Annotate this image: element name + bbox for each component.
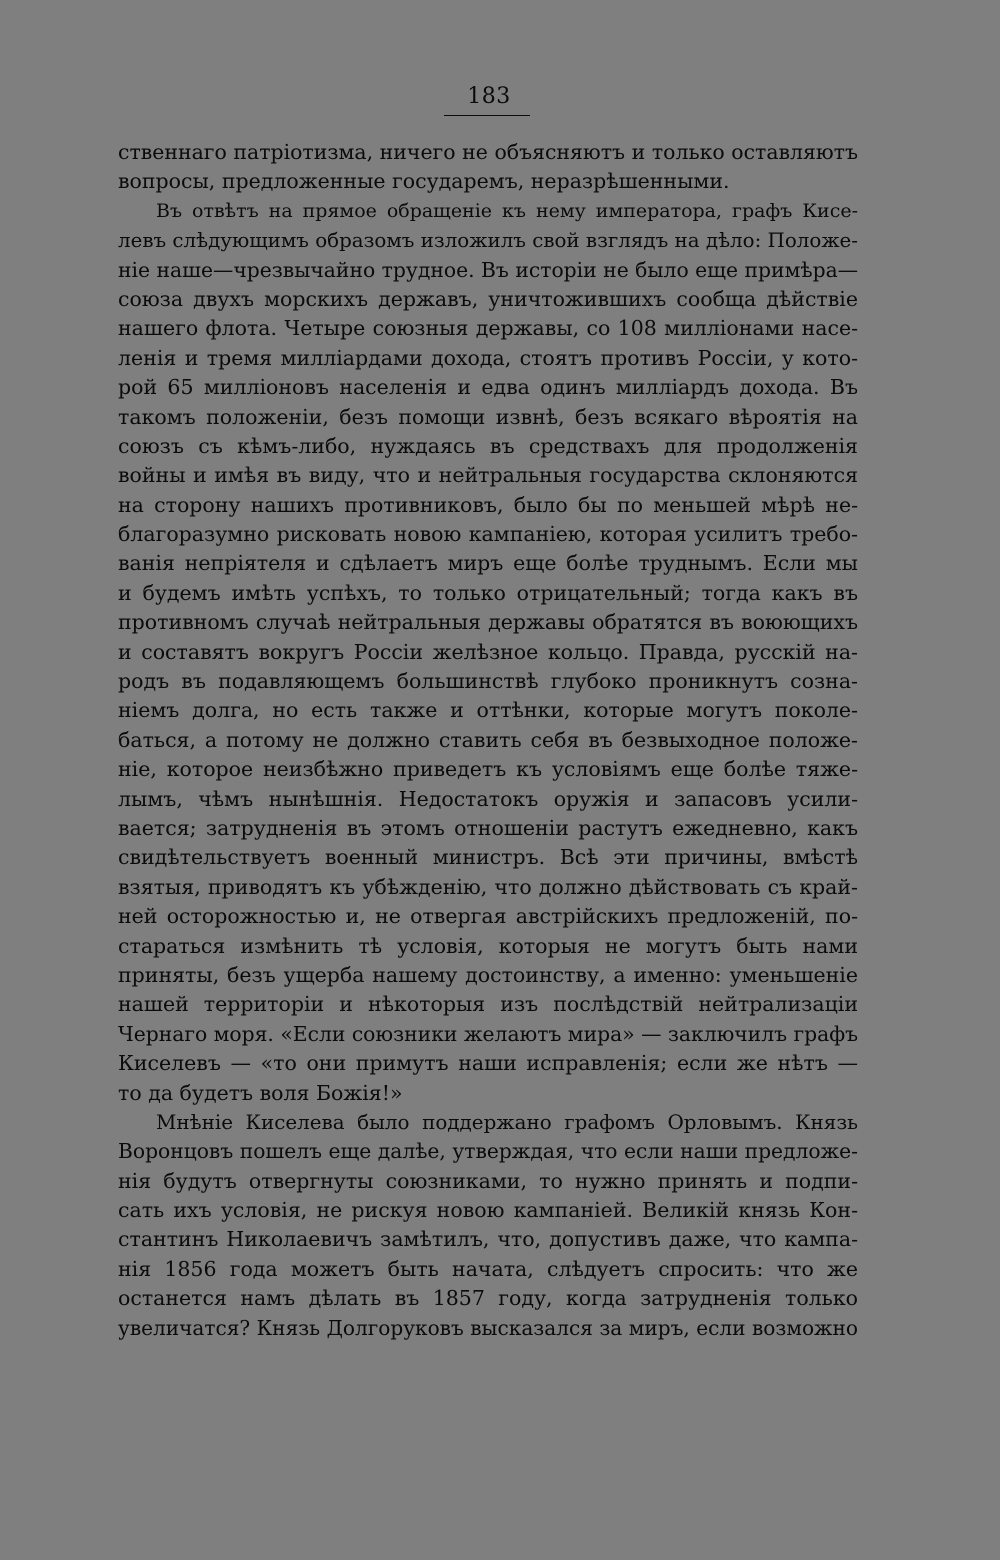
text-line: вается; затрудненія въ этомъ отношеніи растутъ ежедневно, какъ <box>118 815 858 840</box>
text-line: ленія и тремя милліардами дохода, стоятъ противъ Россіи, у кото- <box>118 345 858 370</box>
text-line: нашего флота. Четыре союзныя державы, со 108 милліонами насе- <box>118 316 858 341</box>
text-line: увеличатся? Князь Долгоруковъ высказался за миръ, если возможно <box>118 1315 858 1340</box>
text-line: взятыя, приводятъ къ убѣжденію, что должно дѣйствовать съ край- <box>118 874 858 899</box>
text-line: родъ въ подавляющемъ большинствѣ глубоко проникнутъ созна- <box>118 669 858 694</box>
text-line: на сторону нашихъ противниковъ, было бы по меньшей мѣрѣ не- <box>118 492 858 517</box>
text-line: левъ слѣдующимъ образомъ изложилъ свой взглядъ на дѣло: Положе- <box>118 229 858 253</box>
text-line: такомъ положеніи, безъ помощи извнѣ, безъ всякаго вѣроятія на <box>118 404 858 429</box>
text-line: приняты, безъ ущерба нашему достоинству, а именно: уменьшеніе <box>118 962 858 987</box>
text-line: нія 1856 года можетъ быть начата, слѣдуетъ спросить: что же <box>118 1256 858 1281</box>
text-line: ніемъ долга, но есть также и оттѣнки, которые могутъ поколе- <box>118 698 858 723</box>
text-line: останется намъ дѣлать въ 1857 году, когда затрудненія только <box>118 1286 858 1311</box>
text-line: противномъ случаѣ нейтральныя державы обратятся въ воюющихъ <box>118 610 858 635</box>
text-line: стантинъ Николаевичъ замѣтилъ, что, допустивъ даже, что кампа- <box>118 1227 858 1252</box>
text-line: нія будутъ отвергнуты союзниками, то нужно принять и подпи- <box>118 1168 858 1193</box>
page-number-rule <box>444 115 530 116</box>
text-line: войны и имѣя въ виду, что и нейтральныя государства склоняются <box>118 463 858 488</box>
text-line: Чернаго моря. «Если союзники желаютъ мира» — заключилъ графъ <box>118 1021 858 1046</box>
text-line: баться, а потому не должно ставить себя въ безвыходное положе- <box>118 727 858 752</box>
text-line: Воронцовъ пошелъ еще далѣе, утверждая, что если наши предложе- <box>118 1139 858 1164</box>
text-line: ственнаго патріотизма, ничего не объясняютъ и только оставляютъ <box>118 140 858 164</box>
page-number: 183 <box>467 84 511 109</box>
text-line: Мнѣніе Киселева было поддержано графомъ Орловымъ. Князь <box>156 1110 858 1134</box>
text-line: и будемъ имѣть успѣхъ, то только отрицательный; тогда какъ въ <box>118 580 858 605</box>
text-line: союза двухъ морскихъ державъ, уничтожившихъ сообща дѣйствіе <box>118 286 858 311</box>
text-line: рой 65 милліоновъ населенія и едва одинъ милліардъ дохода. Въ <box>118 375 858 400</box>
text-line: вопросы, предложенные государемъ, неразрѣшенными. <box>118 169 730 194</box>
text-line: ніе, которое неизбѣжно приведетъ къ условіямъ еще болѣе тяже- <box>118 757 858 782</box>
text-line: ней осторожностью и, не отвергая австрійскихъ предложеній, по- <box>118 904 858 929</box>
text-line: свидѣтельствуетъ военный министръ. Всѣ эти причины, вмѣстѣ <box>118 845 858 870</box>
text-line: нашей территоріи и нѣкоторыя изъ послѣдствій нейтрализаціи <box>118 992 858 1017</box>
text-line: сать ихъ условія, не рискуя новою кампаніей. Великій князь Кон- <box>118 1198 858 1223</box>
text-line: то да будетъ воля Божія!» <box>118 1080 403 1105</box>
body-text <box>118 138 858 1343</box>
text-line: благоразумно рисковать новою кампаніею, которая усилитъ требо- <box>118 522 858 547</box>
text-line: Киселевъ — «то они примутъ наши исправленія; если же нѣтъ — <box>118 1051 858 1076</box>
text-line: союзъ съ кѣмъ-либо, нуждаясь въ средствахъ для продолженія <box>118 433 858 458</box>
text-line: лымъ, чѣмъ нынѣшнія. Недостатокъ оружія и запасовъ усили- <box>118 786 858 811</box>
text-line: ванія непріятеля и сдѣлаетъ миръ еще болѣе труднымъ. Если мы <box>118 551 858 576</box>
text-line: Въ отвѣтъ на прямое обращеніе къ нему императора, графъ Кисе- <box>156 199 858 222</box>
text-line: ніе наше—чрезвычайно трудное. Въ исторіи не было еще примѣра— <box>118 257 858 282</box>
text-line: и составятъ вокругъ Россіи желѣзное кольцо. Правда, русскій на- <box>118 639 858 664</box>
text-line: стараться измѣнить тѣ условія, которыя не могутъ быть нами <box>118 933 858 958</box>
